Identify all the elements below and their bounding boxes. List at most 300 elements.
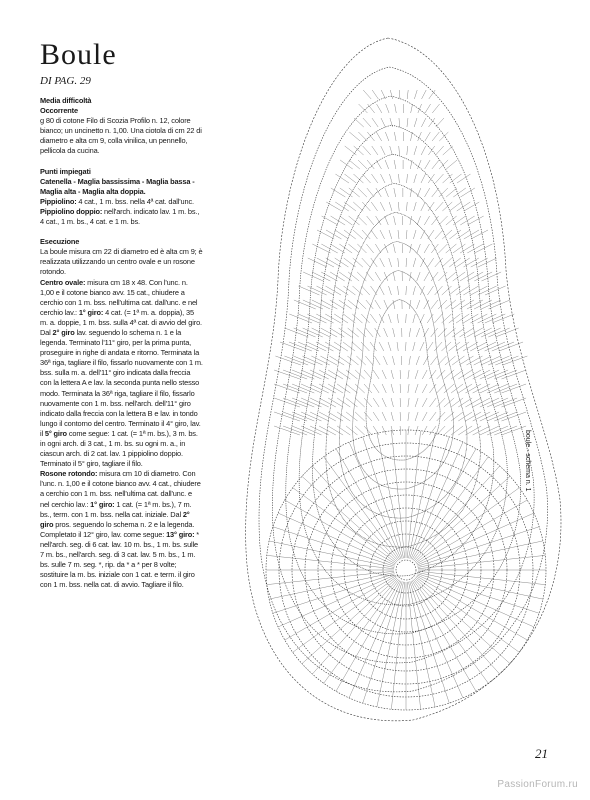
- chart-oval-stitch: [431, 328, 438, 337]
- chart-oval-stitch: [371, 258, 377, 267]
- chart-oval-stitch: [355, 412, 365, 421]
- chart-oval-stitch: [406, 314, 407, 323]
- chart-oval-stitch: [343, 314, 355, 323]
- chart-oval-stitch: [372, 146, 378, 155]
- chart-oval-stitch: [397, 314, 398, 323]
- chart-oval-stitch: [436, 146, 444, 155]
- chart-oval-stitch: [337, 412, 350, 421]
- chart-oval-stitch: [451, 412, 463, 421]
- chart-oval-stitch: [346, 426, 357, 435]
- chart-oval-stitch: [434, 342, 442, 351]
- chart-oval-stitch: [371, 230, 377, 239]
- chart-oval-stitch: [424, 272, 429, 281]
- chart-oval-stitch: [344, 202, 356, 211]
- chart-oval-round: [326, 212, 481, 547]
- chart-oval-stitch: [373, 398, 379, 407]
- chart-oval-stitch: [388, 314, 391, 323]
- chart-oval-stitch: [380, 230, 385, 239]
- chart-oval-stitch: [410, 272, 412, 281]
- chart-oval-stitch: [373, 412, 379, 421]
- chart-oval-stitch: [377, 104, 382, 113]
- chart-oval-stitch: [481, 300, 501, 309]
- chart-oval-stitch: [458, 426, 472, 435]
- chart-oval-stitch: [325, 342, 341, 351]
- chart-oval-stitch: [312, 244, 330, 253]
- centro-text-2: 4 cat. (= 1ª m. a. doppia), 35 m. a. doppie, 1 m. bss. sulla 4ª cat. di avvio del giro. Dal: [40, 307, 202, 337]
- chart-rosette-stitch: [293, 577, 397, 652]
- chart-oval-stitch: [449, 342, 460, 351]
- chart-oval-stitch: [319, 398, 336, 407]
- chart-oval-stitch: [345, 146, 357, 155]
- chart-oval-stitch: [456, 258, 469, 267]
- chart-oval-stitch: [473, 426, 490, 435]
- chart-oval-stitch: [398, 174, 399, 183]
- chart-oval-stitch: [489, 300, 510, 309]
- chart-oval-stitch: [414, 118, 417, 127]
- chart-oval-stitch: [410, 132, 412, 141]
- pippiolino-text: 4 cat., 1 m. bss. nella 4ª cat. dall'unc.: [76, 196, 194, 206]
- chart-oval-stitch: [422, 90, 427, 99]
- chart-oval-stitch: [413, 314, 415, 323]
- chart-oval-stitch: [422, 412, 427, 421]
- chart-oval-stitch: [410, 216, 412, 225]
- chart-oval-stitch: [431, 300, 438, 309]
- chart-oval-stitch: [346, 384, 357, 393]
- chart-oval-stitch: [458, 370, 472, 379]
- chart-oval-stitch: [386, 104, 389, 113]
- chart-oval-stitch: [358, 216, 367, 225]
- chart-oval-stitch: [473, 370, 490, 379]
- chart-oval-stitch: [465, 370, 481, 379]
- chart-oval-stitch: [457, 174, 470, 183]
- chart-oval-stitch: [326, 202, 341, 211]
- chart-oval-stitch: [310, 398, 329, 407]
- chart-oval-stitch: [409, 356, 410, 365]
- chart-oval-stitch: [471, 258, 488, 267]
- chart-oval-stitch: [418, 132, 422, 141]
- chart-oval-stitch: [422, 384, 427, 393]
- chart-oval-stitch: [376, 160, 381, 169]
- chart-rosette-stitch: [418, 571, 545, 584]
- chart-oval-stitch: [439, 216, 448, 225]
- stitches-list: Catenella - Maglia bassissima - Maglia bassa - Maglia alta - Maglia alta doppia.: [40, 176, 195, 196]
- chart-oval-stitch: [400, 426, 401, 435]
- chart-oval-stitch: [390, 146, 393, 155]
- chart-oval-stitch: [485, 286, 506, 295]
- chart-oval-stitch: [435, 230, 443, 239]
- chart-oval-stitch: [375, 300, 381, 309]
- chart-oval-stitch: [375, 272, 381, 281]
- chart-oval-stitch: [381, 118, 385, 127]
- rosone-giro1-label: 1° giro:: [90, 499, 115, 509]
- chart-oval-stitch: [379, 342, 384, 351]
- chart-oval-stitch: [421, 174, 425, 183]
- chart-oval-stitch: [394, 216, 396, 225]
- chart-oval-stitch: [328, 370, 343, 379]
- chart-oval-stitch: [449, 286, 461, 295]
- chart-oval-stitch: [317, 258, 334, 267]
- chart-oval-stitch: [344, 258, 356, 267]
- chart-rosette-stitch: [363, 581, 403, 703]
- chart-oval-stitch: [344, 174, 356, 183]
- chart-oval-round: [366, 300, 440, 460]
- chart-oval-stitch: [407, 118, 408, 127]
- chart-oval-stitch: [362, 174, 370, 183]
- chart-oval-stitch: [382, 426, 386, 435]
- chart-oval-stitch: [410, 188, 412, 197]
- chart-oval-stitch: [474, 328, 492, 337]
- chart-oval-stitch: [385, 188, 389, 197]
- chart-oval-stitch: [325, 314, 341, 323]
- chart-oval-stitch: [382, 384, 386, 393]
- chart-oval-stitch: [400, 398, 401, 407]
- chart-oval-stitch: [424, 244, 429, 253]
- chart-rosette-stitch: [418, 572, 543, 599]
- chart-oval-stitch: [438, 300, 447, 309]
- chart-oval-round: [353, 271, 454, 490]
- chart-oval-stitch: [432, 160, 439, 169]
- chart-oval-stitch: [354, 146, 364, 155]
- chart-oval-stitch: [435, 174, 443, 183]
- chart-oval-stitch: [437, 412, 445, 421]
- chart-oval-stitch: [417, 188, 421, 197]
- chart-oval-stitch: [303, 300, 323, 309]
- chart-oval-stitch: [320, 356, 337, 365]
- chart-oval-stitch: [465, 384, 481, 393]
- chart-oval-stitch: [344, 230, 356, 239]
- chart-oval-stitch: [394, 132, 396, 141]
- chart-oval-stitch: [372, 118, 378, 127]
- chart-oval-stitch: [363, 90, 371, 99]
- chart-oval-stitch: [422, 398, 427, 407]
- chart-oval-stitch: [328, 426, 343, 435]
- chart-oval-stitch: [383, 356, 387, 365]
- chart-oval-stitch: [410, 160, 412, 169]
- chart-oval-stitch: [407, 174, 408, 183]
- chart-oval-stitch: [413, 258, 416, 267]
- chart-oval-stitch: [349, 132, 360, 141]
- chart-oval-stitch: [384, 328, 388, 337]
- chart-oval-stitch: [390, 90, 393, 99]
- chart-oval-stitch: [421, 202, 425, 211]
- chart-oval-stitch: [407, 146, 408, 155]
- chart-rosette-stitch: [413, 457, 488, 561]
- chart-oval-stitch: [299, 286, 320, 295]
- chart-oval-stitch: [362, 286, 370, 295]
- chart-oval-stitch: [337, 398, 350, 407]
- chart-oval-stitch: [463, 314, 478, 323]
- chart-oval-stitch: [362, 230, 370, 239]
- chart-oval-stitch: [308, 258, 327, 267]
- chart-oval-stitch: [458, 412, 472, 421]
- chart-oval-stitch: [371, 202, 377, 211]
- chart-oval-stitch: [432, 132, 439, 141]
- chart-oval-stitch: [458, 398, 472, 407]
- pippiolino-doppio-label: Pippiolino doppio:: [40, 206, 103, 216]
- chart-oval-stitch: [376, 216, 381, 225]
- chart-oval-stitch: [364, 370, 372, 379]
- execution-intro: La boule misura cm 22 di diametro ed è alta cm 9; è realizzata utilizzando un centro ovale e un rosone rotondo.: [40, 247, 203, 277]
- rosone-text-2: 1 cat. (= 1ª m. bs.), 7 m. bs., term. con 1 m. bss. nella cat. iniziale. Dal: [40, 499, 192, 519]
- chart-oval-stitch: [428, 202, 434, 211]
- chart-oval-stitch: [307, 342, 326, 351]
- chart-oval-stitch: [389, 286, 392, 295]
- chart-oval-stitch: [399, 90, 400, 99]
- chart-oval-stitch: [335, 258, 349, 267]
- page-number: 21: [535, 746, 548, 761]
- chart-oval-stitch: [307, 314, 326, 323]
- chart-oval-stitch: [478, 258, 497, 267]
- chart-oval-stitch: [399, 146, 400, 155]
- chart-oval-stitch: [417, 244, 420, 253]
- chart-oval-stitch: [429, 412, 436, 421]
- rosone-giro13-label: 13° giro:: [166, 529, 195, 539]
- chart-rosette-stitch: [415, 476, 510, 562]
- chart-rosette-stitch: [324, 457, 399, 561]
- chart-rosette-stitch: [391, 431, 404, 558]
- chart-oval-stitch: [416, 328, 419, 337]
- centro-giro1-label: 1° giro:: [78, 307, 104, 317]
- chart-rosette-stitch: [413, 580, 488, 684]
- chart-oval-stitch: [406, 202, 407, 211]
- chart-oval-stitch: [343, 342, 355, 351]
- chart-rosette-stitch: [269, 541, 394, 568]
- chart-oval-stitch: [375, 244, 381, 253]
- chart-oval-stitch: [337, 426, 350, 435]
- chart-oval-round: [339, 241, 467, 518]
- chart-oval-stitch: [389, 174, 392, 183]
- chart-oval-stitch: [421, 118, 426, 127]
- chart-rosette-stitch: [302, 578, 397, 664]
- chart-oval-stitch: [358, 132, 367, 141]
- chart-oval-stitch: [443, 146, 453, 155]
- chart-oval-stitch: [394, 160, 396, 169]
- chart-oval-stitch: [391, 412, 393, 421]
- chart-oval-stitch: [423, 356, 428, 365]
- chart-oval-stitch: [380, 174, 385, 183]
- chart-rosette-stitch: [415, 578, 510, 664]
- chart-oval-stitch: [370, 342, 377, 351]
- chart-oval-stitch: [457, 202, 470, 211]
- chart-oval-stitch: [406, 230, 407, 239]
- materials-text: g 80 di cotone Filo di Scozia Profilo n. 12, colore bianco; un uncinetto n. 1,00. Una ciotola di cm 22 di diametro e alta cm 9, colla vinilica, un pennello, pellicola da cucina.: [40, 116, 202, 156]
- chart-oval-stitch: [459, 356, 473, 365]
- chart-oval-stitch: [438, 328, 447, 337]
- chart-rosette-stitch: [417, 527, 539, 567]
- chart-oval-stitch: [478, 286, 497, 295]
- chart-oval-stitch: [331, 216, 345, 225]
- chart-oval-stitch: [394, 188, 396, 197]
- chart-oval-stitch: [357, 300, 366, 309]
- pippiolino-definition: [40, 197, 203, 207]
- chart-oval-stitch: [346, 398, 357, 407]
- chart-oval-stitch: [471, 230, 488, 239]
- chart-oval-round: [313, 183, 494, 576]
- chart-oval-stitch: [415, 384, 418, 393]
- chart-oval-stitch: [385, 160, 389, 169]
- chart-oval-stitch: [439, 244, 448, 253]
- stitches-heading: Punti impiegati: [40, 166, 91, 176]
- chart-oval-stitch: [446, 160, 457, 169]
- chart-oval-stitch: [356, 356, 365, 365]
- chart-oval-stitch: [328, 398, 343, 407]
- chart-oval-stitch: [316, 342, 333, 351]
- centro-giro2-label: 2° giro: [52, 327, 75, 337]
- chart-oval-stitch: [310, 426, 329, 435]
- chart-oval-stitch: [393, 328, 395, 337]
- chart-oval-stitch: [353, 258, 363, 267]
- chart-oval-stitch: [414, 202, 417, 211]
- chart-oval-stitch: [439, 188, 448, 197]
- chart-oval-stitch: [464, 202, 479, 211]
- chart-oval-stitch: [346, 412, 357, 421]
- difficulty-label: Media difficoltà: [40, 96, 92, 105]
- chart-oval-stitch: [428, 230, 434, 239]
- chart-rosette-stitch: [273, 527, 395, 567]
- chart-oval-stitch: [478, 314, 497, 323]
- chart-rosette-stitch: [391, 582, 404, 709]
- chart-rosette-stitch: [414, 579, 500, 674]
- chart-rosette-stitch: [267, 571, 394, 584]
- chart-oval-stitch: [310, 384, 329, 393]
- chart-oval-stitch: [473, 398, 490, 407]
- chart-oval-stitch: [481, 356, 500, 365]
- chart-oval-stitch: [436, 118, 444, 127]
- chart-rosette-stitch: [312, 466, 398, 561]
- chart-oval-stitch: [294, 300, 316, 309]
- chart-oval-stitch: [439, 160, 448, 169]
- rosone-text-4: * nell'arch. seg. di 6 cat. lav. 10 m. bs., 1 m. bs. sulle 7 m. bs., nell'arch. seg. di 3 cat. lav. 5 m. bs., 1 m. bs. sulle 7 m. seg. *, rip. da * a * per 8 volte; sostituire la m. bs. iniziale con 1 cat. e term. il giro con 1 m. bss. nella cat. di avvio. Tagliare il filo.: [40, 529, 200, 590]
- chart-oval-stitch: [380, 258, 385, 267]
- chart-oval-stitch: [456, 286, 469, 295]
- chart-oval-stitch: [428, 258, 434, 267]
- chart-rosette-stitch: [269, 572, 394, 599]
- chart-oval-stitch: [480, 370, 499, 379]
- chart-oval-stitch: [371, 174, 377, 183]
- chart-oval-stitch: [408, 370, 409, 379]
- chart-oval-stitch: [381, 90, 385, 99]
- chart-oval-stitch: [429, 370, 436, 379]
- chart-oval-stitch: [463, 286, 478, 295]
- chart-oval-stitch: [357, 272, 366, 281]
- chart-oval-stitch: [337, 384, 350, 393]
- chart-oval-stitch: [362, 202, 370, 211]
- chart-oval-stitch: [389, 230, 392, 239]
- chart-oval-stitch: [399, 118, 400, 127]
- chart-oval-stitch: [363, 118, 371, 127]
- chart-oval-round: [299, 154, 507, 605]
- chart-oval-stitch: [477, 342, 496, 351]
- chart-oval-stitch: [441, 342, 451, 351]
- chart-oval-stitch: [413, 230, 416, 239]
- chart-oval-stitch: [424, 216, 429, 225]
- chart-oval-stitch: [449, 230, 461, 239]
- chart-oval-stitch: [480, 398, 499, 407]
- rosone-paragraph: [40, 469, 203, 590]
- chart-oval-stitch: [366, 328, 373, 337]
- chart-oval-stitch: [400, 370, 401, 379]
- chart-oval-stitch: [417, 216, 421, 225]
- chart-rosette-stitch: [312, 579, 398, 674]
- chart-oval-stitch: [464, 230, 479, 239]
- chart-rosette-stitch: [293, 488, 397, 563]
- chart-oval-stitch: [398, 202, 399, 211]
- chart-oval-stitch: [431, 356, 438, 365]
- chart-oval-stitch: [352, 342, 362, 351]
- chart-oval-stitch: [475, 244, 493, 253]
- chart-oval-stitch: [465, 412, 481, 421]
- chart-oval-stitch: [451, 398, 463, 407]
- chart-oval-stitch: [357, 328, 366, 337]
- rosone-label: Rosone rotondo:: [40, 469, 98, 479]
- centro-text-1: misura cm 18 x 48. Con l'unc. n. 1,00 e il cotone bianco avv. 15 cat., chiudere a cerchio con 1 m. bss. nell'ultima cat. dall'unc. e nel cerchio lav.:: [40, 277, 198, 317]
- chart-oval-stitch: [451, 426, 463, 435]
- centro-ovale-label: Centro ovale:: [40, 277, 86, 287]
- chart-oval-stitch: [420, 342, 424, 351]
- chart-oval-stitch: [400, 384, 401, 393]
- rosone-text-3: pros. seguendo lo schema n. 2 e la legenda. Completato il 12° giro, lav. come segue:: [40, 519, 195, 539]
- chart-oval-round: [259, 67, 548, 692]
- chart-oval-stitch: [405, 342, 406, 351]
- chart-oval-stitch: [364, 412, 372, 421]
- crochet-chart: [238, 30, 568, 730]
- chart-oval-stitch: [407, 90, 408, 99]
- chart-oval-stitch: [382, 412, 386, 421]
- pippiolino-doppio-text: nell'arch. indicato lav. 1 m. bs., 4 cat., 1 m. bs., 4 cat. e 1 m. bs.: [40, 206, 200, 227]
- materials-heading: Occorrente: [40, 106, 78, 116]
- chart-oval-stitch: [367, 188, 374, 197]
- chart-oval-stitch: [370, 314, 377, 323]
- chart-oval-stitch: [329, 356, 344, 365]
- chart-oval-stitch: [480, 384, 499, 393]
- chart-rosette-stitch: [324, 580, 399, 684]
- chart-oval-stitch: [451, 370, 463, 379]
- chart-oval-stitch: [442, 202, 452, 211]
- chart-oval-stitch: [409, 300, 411, 309]
- chart-oval-stitch: [465, 398, 481, 407]
- chart-oval-stitch: [429, 118, 435, 127]
- chart-oval-stitch: [375, 328, 381, 337]
- chart-oval-stitch: [458, 384, 472, 393]
- chart-oval-stitch: [425, 132, 430, 141]
- chart-oval-stitch: [346, 370, 357, 379]
- chart-rosette-stitch: [407, 582, 420, 709]
- chart-oval-stitch: [460, 328, 474, 337]
- chart-oval-stitch: [470, 314, 487, 323]
- chart-oval-stitch: [319, 412, 336, 421]
- chart-oval-stitch: [397, 342, 398, 351]
- chart-oval-stitch: [334, 314, 348, 323]
- chart-oval-stitch: [361, 342, 369, 351]
- chart-oval-stitch: [450, 202, 462, 211]
- chart-oval-stitch: [480, 426, 499, 435]
- chart-oval-stitch: [355, 398, 365, 407]
- chart-oval-stitch: [408, 398, 409, 407]
- chart-oval-stitch: [460, 216, 474, 225]
- chart-oval-stitch: [358, 160, 367, 169]
- chart-oval-stitch: [429, 90, 435, 99]
- chart-oval-stitch: [398, 258, 399, 267]
- chart-oval-stitch: [365, 356, 373, 365]
- chart-oval-stitch: [415, 426, 418, 435]
- chart-oval-stitch: [335, 286, 349, 295]
- chart-oval-stitch: [425, 160, 430, 169]
- chart-oval-stitch: [366, 300, 373, 309]
- chart-oval-stitch: [474, 300, 492, 309]
- chart-oval-stitch: [435, 286, 443, 295]
- watermark: PassionForum.ru: [497, 779, 578, 790]
- chart-rosette-stitch: [417, 574, 539, 614]
